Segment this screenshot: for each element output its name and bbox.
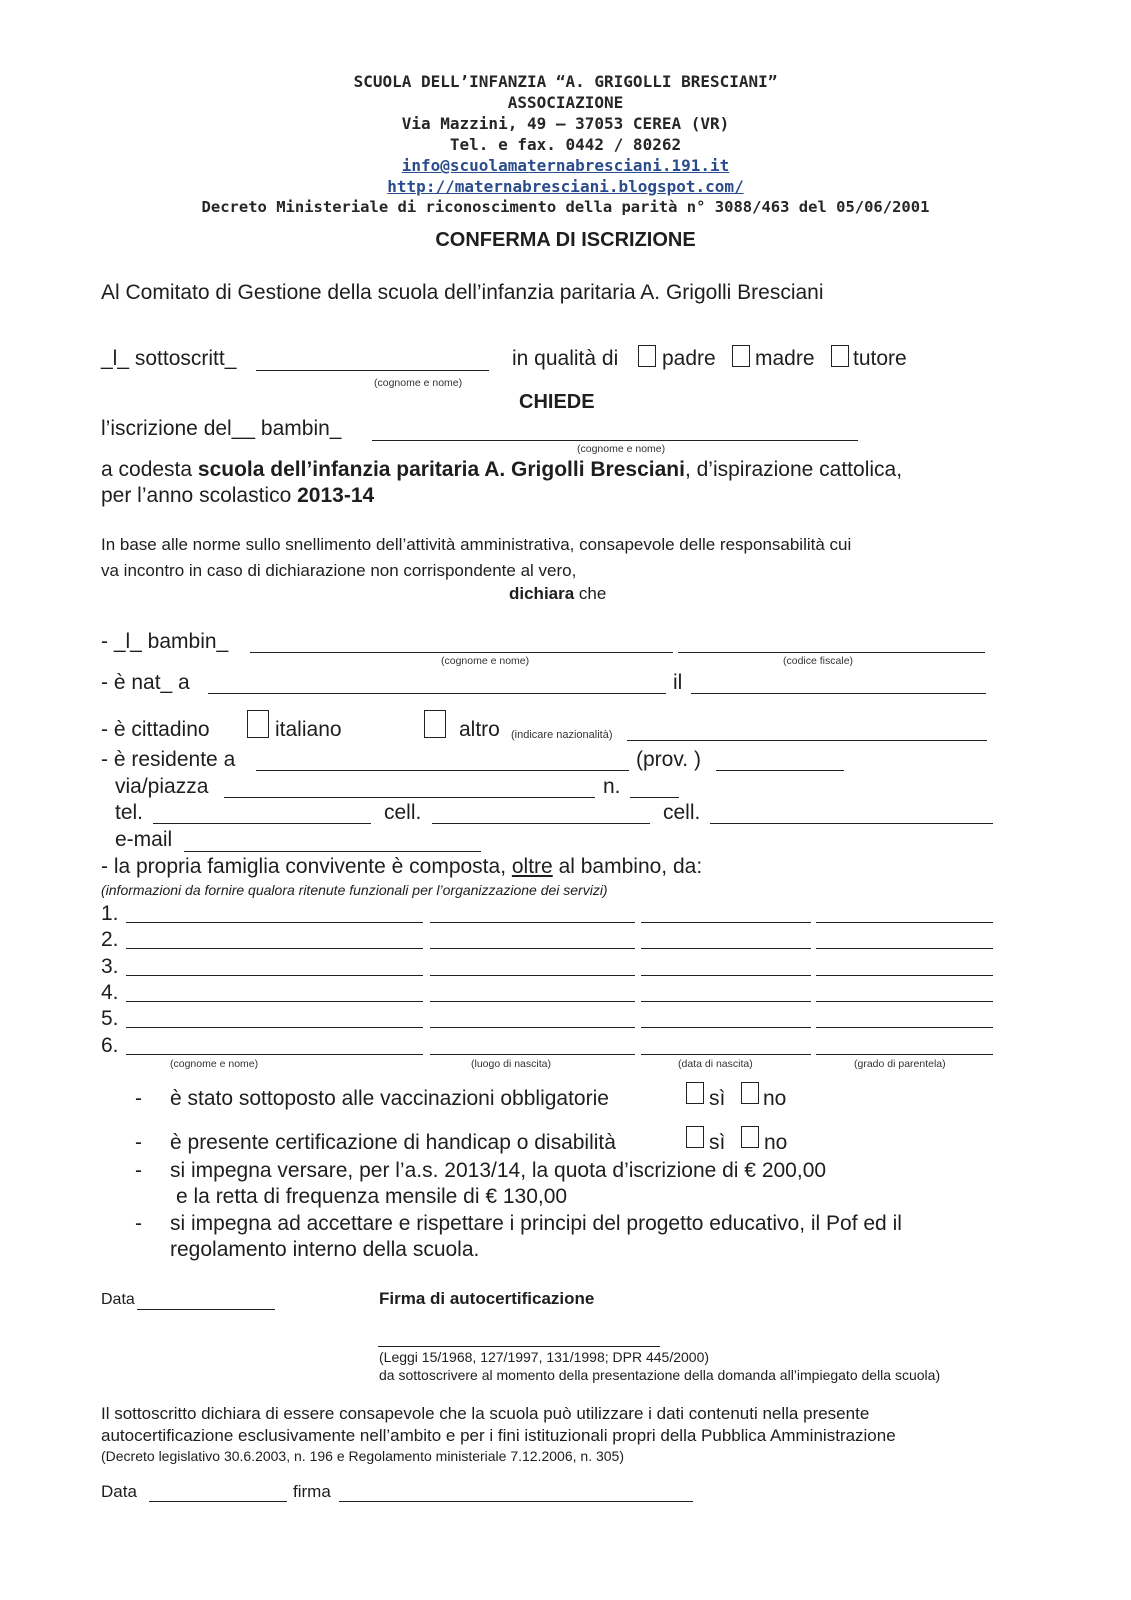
family-relation-field[interactable] (816, 948, 993, 949)
family-intro-b: al bambino, da: (552, 855, 703, 878)
vaccinazioni-no-label: no (763, 1087, 787, 1110)
tel-label: tel. (115, 801, 144, 824)
codice-fiscale-caption: (codice fiscale) (783, 655, 854, 667)
bullet: - (135, 1087, 142, 1110)
school-intro-name: scuola dell’infanzia paritaria A. Grigolli Bresciani (197, 458, 685, 481)
autocert-signature-field[interactable] (378, 1346, 660, 1347)
family-relation-caption: (grado di parentela) (854, 1058, 946, 1070)
family-name-field[interactable] (126, 1027, 423, 1028)
residente-label: - è residente a (101, 748, 236, 771)
il-label: il (673, 671, 683, 694)
family-birthplace-field[interactable] (430, 922, 635, 923)
birthdate-field[interactable] (691, 693, 986, 694)
dichiara-word: dichiara (509, 584, 575, 603)
family-birthplace-field[interactable] (430, 1027, 635, 1028)
school-intro-b: , d’ispirazione cattolica, (684, 458, 903, 481)
family-relation-field[interactable] (816, 1001, 993, 1002)
family-birthplace-field[interactable] (430, 1054, 635, 1055)
family-birthdate-field[interactable] (641, 922, 811, 923)
leggi-note: (Leggi 15/1968, 127/1997, 131/1998; DPR 445/2000) (379, 1349, 710, 1365)
sottoscrivere-note: da sottoscrivere al momento della presentazione della domanda all’impiegato della scuola) (379, 1367, 941, 1383)
handicap-text: è presente certificazione di handicap o disabilità (170, 1131, 616, 1154)
cell2-field[interactable] (710, 823, 993, 824)
chiede-heading: CHIEDE (519, 391, 595, 413)
role-padre-checkbox[interactable] (638, 345, 656, 367)
family-birthdate-field[interactable] (641, 1001, 811, 1002)
family-relation-field[interactable] (816, 1054, 993, 1055)
cell2-label: cell. (663, 801, 701, 824)
bullet: - (135, 1212, 142, 1235)
role-madre-label: madre (755, 347, 815, 370)
vaccinazioni-si-checkbox[interactable] (686, 1082, 704, 1104)
family-birthdate-field[interactable] (641, 975, 811, 976)
family-birthdate-field[interactable] (641, 1054, 811, 1055)
progetto-line1: si impegna ad accettare e rispettare i principi del progetto educativo, il Pof ed il (170, 1212, 902, 1235)
family-relation-field[interactable] (816, 1027, 993, 1028)
bullet: - (135, 1159, 142, 1182)
family-row-number: 3. (101, 955, 119, 978)
signer-name-field[interactable] (256, 370, 489, 371)
privacy-data-label: Data (101, 1482, 137, 1501)
vaccinazioni-si-label: sì (709, 1087, 726, 1110)
family-birthplace-caption: (luogo di nascita) (471, 1058, 551, 1070)
birthplace-field[interactable] (208, 693, 666, 694)
family-birthplace-field[interactable] (430, 975, 635, 976)
role-tutore-checkbox[interactable] (831, 345, 849, 367)
school-year-prefix: per l’anno scolastico (101, 484, 298, 507)
signer-label: _l_ sottoscritt_ (101, 347, 237, 370)
family-relation-field[interactable] (816, 922, 993, 923)
role-tutore-label: tutore (853, 347, 907, 370)
family-birthplace-field[interactable] (430, 1001, 635, 1002)
family-birthdate-caption: (data di nascita) (678, 1058, 753, 1070)
cell-field[interactable] (432, 823, 650, 824)
family-intro (101, 855, 702, 879)
school-intro-a: a codesta (101, 458, 198, 481)
family-birthdate-field[interactable] (641, 948, 811, 949)
house-number-label: n. (603, 775, 621, 798)
school-email-link[interactable]: info@scuolamaternabresciani.191.it (401, 156, 730, 175)
street-field[interactable] (224, 797, 595, 798)
family-row-number: 4. (101, 981, 119, 1004)
privacy-signature-field[interactable] (339, 1501, 693, 1502)
vaccinazioni-text: è stato sottoposto alle vaccinazioni obbligatorie (170, 1087, 609, 1110)
iscrizione-label: l’iscrizione del__ bambin_ (101, 417, 342, 440)
signer-name-caption: (cognome e nome) (374, 377, 463, 389)
family-intro-a: - la propria famiglia convivente è composta, (101, 855, 512, 878)
email-label: e-mail (115, 828, 173, 851)
school-address: Via Mazzini, 49 – 37053 CEREA (VR) (401, 114, 730, 133)
school-year: 2013-14 (297, 484, 375, 507)
email-field[interactable] (184, 851, 481, 852)
che-word: che (574, 584, 607, 603)
date-field[interactable] (137, 1309, 275, 1310)
codice-fiscale-field[interactable] (678, 652, 985, 653)
italiano-checkbox[interactable] (247, 710, 269, 738)
family-name-field[interactable] (126, 948, 423, 949)
progetto-line2: regolamento interno della scuola. (170, 1238, 480, 1261)
prov-field[interactable] (716, 770, 844, 771)
privacy-date-field[interactable] (149, 1501, 287, 1502)
norm-text-line1: In base alle norme sullo snellimento dell’attività amministrativa, consapevole delle responsabilità cui (101, 535, 852, 554)
school-website-link[interactable]: http://maternabresciani.blogspot.com/ (387, 177, 744, 196)
child-name-field[interactable] (372, 440, 858, 441)
handicap-no-checkbox[interactable] (741, 1126, 759, 1148)
handicap-no-label: no (764, 1131, 788, 1154)
family-name-field[interactable] (126, 922, 423, 923)
prov-label: (prov. ) (636, 748, 701, 771)
handicap-si-label: sì (709, 1131, 726, 1154)
norm-text-line2: va incontro in caso di dichiarazione non corrispondente al vero, (101, 561, 577, 580)
bullet: - (135, 1131, 142, 1154)
family-name-field[interactable] (126, 1001, 423, 1002)
vaccinazioni-no-checkbox[interactable] (741, 1082, 759, 1104)
nato-label: - è nat_ a (101, 671, 190, 694)
cell-label: cell. (384, 801, 422, 824)
quota-line1: si impegna versare, per l’a.s. 2013/14, la quota d’iscrizione di € 200,00 (170, 1159, 827, 1182)
family-row-number: 5. (101, 1007, 119, 1030)
school-name: SCUOLA DELL’INFANZIA “A. GRIGOLLI BRESCIANI” (353, 72, 778, 91)
bambino-label: - _l_ bambin_ (101, 630, 229, 653)
residence-city-field[interactable] (256, 770, 629, 771)
family-note: (informazioni da fornire qualora ritenute funzionali per l’organizzazione dei servizi) (101, 882, 608, 898)
family-intro-oltre: oltre (511, 855, 553, 878)
addressee-line: Al Comitato di Gestione della scuola dell’infanzia paritaria A. Grigolli Bresciani (101, 281, 824, 304)
nazionalita-field[interactable] (627, 740, 987, 741)
family-name-field[interactable] (126, 1054, 423, 1055)
italiano-label: italiano (275, 718, 342, 741)
school-phone: Tel. e fax. 0442 / 80262 (449, 135, 682, 154)
form-title: CONFERMA DI ISCRIZIONE (435, 229, 696, 251)
child-name-caption: (cognome e nome) (577, 443, 666, 455)
privacy-firma-label: firma (293, 1482, 331, 1501)
privacy-line1: Il sottoscritto dichiara di essere consapevole che la scuola può utilizzare i dati contenuti nella presente (101, 1404, 870, 1423)
dichiara-line (509, 584, 606, 604)
family-name-field[interactable] (126, 975, 423, 976)
family-relation-field[interactable] (816, 975, 993, 976)
school-year-line (101, 484, 374, 508)
family-row-number: 6. (101, 1034, 119, 1057)
privacy-line3: (Decreto legislativo 30.6.2003, n. 196 e Regolamento ministeriale 7.12.2006, n. 305) (101, 1448, 624, 1464)
nazionalita-caption: (indicare nazionalità) (511, 729, 613, 741)
altro-checkbox[interactable] (424, 710, 446, 738)
house-number-field[interactable] (630, 797, 679, 798)
quota-line2: e la retta di frequenza mensile di € 130,00 (176, 1185, 568, 1208)
altro-label: altro (459, 718, 500, 741)
bambino-name-field[interactable] (250, 652, 673, 653)
school-intro-line (101, 458, 902, 482)
in-qualita-label: in qualità di (512, 347, 619, 370)
via-label: via/piazza (115, 775, 209, 798)
data-label: Data (101, 1291, 135, 1308)
family-row-number: 1. (101, 902, 119, 925)
association: ASSOCIAZIONE (507, 93, 624, 112)
cittadino-label: - è cittadino (101, 718, 210, 741)
bambino-name-caption: (cognome e nome) (441, 655, 530, 667)
role-madre-checkbox[interactable] (732, 345, 750, 367)
firma-title: Firma di autocertificazione (379, 1289, 595, 1308)
handicap-si-checkbox[interactable] (686, 1126, 704, 1148)
family-name-caption: (cognome e nome) (170, 1058, 259, 1070)
family-row-number: 2. (101, 928, 119, 951)
tel-field[interactable] (153, 823, 371, 824)
family-birthplace-field[interactable] (430, 948, 635, 949)
privacy-line2: autocertificazione esclusivamente nell’ambito e per i fini istituzionali propri della Pubblica Amministrazione (101, 1426, 896, 1445)
family-birthdate-field[interactable] (641, 1027, 811, 1028)
ministerial-decree: Decreto Ministeriale di riconoscimento della parità n° 3088/463 del 05/06/2001 (201, 198, 930, 216)
role-padre-label: padre (662, 347, 716, 370)
